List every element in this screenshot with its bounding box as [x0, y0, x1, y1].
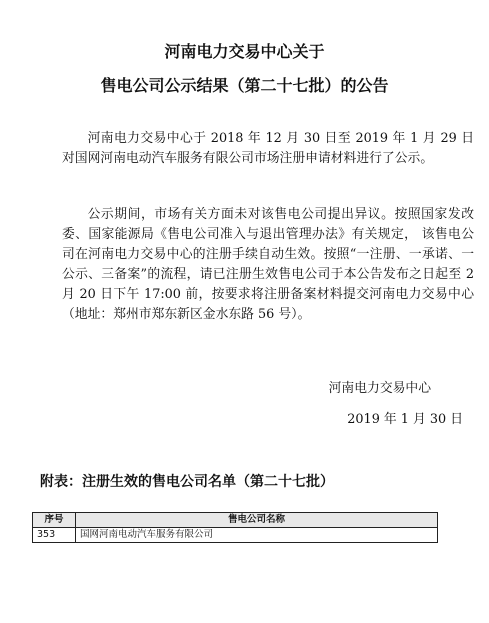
date: 2019 年 1 月 30 日: [347, 412, 463, 427]
annex-title: 附表：注册生效的售电公司名单（第二十七批）: [40, 474, 334, 490]
paragraph-1: 河南电力交易中心于 2018 年 12 月 30 日至 2019 年 1 月 29 日对国网河南电动汽车服务有限公司市场注册申请材料进行了公示。: [62, 131, 474, 166]
cell-company-name: 国网河南电动汽车服务有限公司: [76, 528, 438, 543]
header-company-name: 售电公司名称: [76, 513, 438, 528]
company-table: [32, 512, 438, 543]
header-number: 序号: [33, 513, 76, 528]
table-header-row: [33, 513, 438, 528]
signature: 河南电力交易中心: [328, 381, 431, 396]
title-line-2: 售电公司公示结果（第二十七批）的公告: [100, 76, 389, 95]
paragraph-2: 公示期间，市场有关方面未对该售电公司提出异议。按照国家发改委、国家能源局《售电公司准入与退出管理办法》有关规定， 该售电公司在河南电力交易中心的注册手续自动生效。按照“一注册、一承诺、一公示、三备案”的流程，请已注册生效售电公司于本公告发布之日起至 2 月 20 日下午 17:00 前，按要求将注册备案材料提交河南电力交易中心（地址：郑州市郑东新区金水东路 56 号）。: [62, 207, 474, 322]
title-line-1: 河南电力交易中心关于: [164, 42, 325, 61]
table-row: [33, 528, 438, 543]
cell-number: 353: [33, 528, 76, 543]
